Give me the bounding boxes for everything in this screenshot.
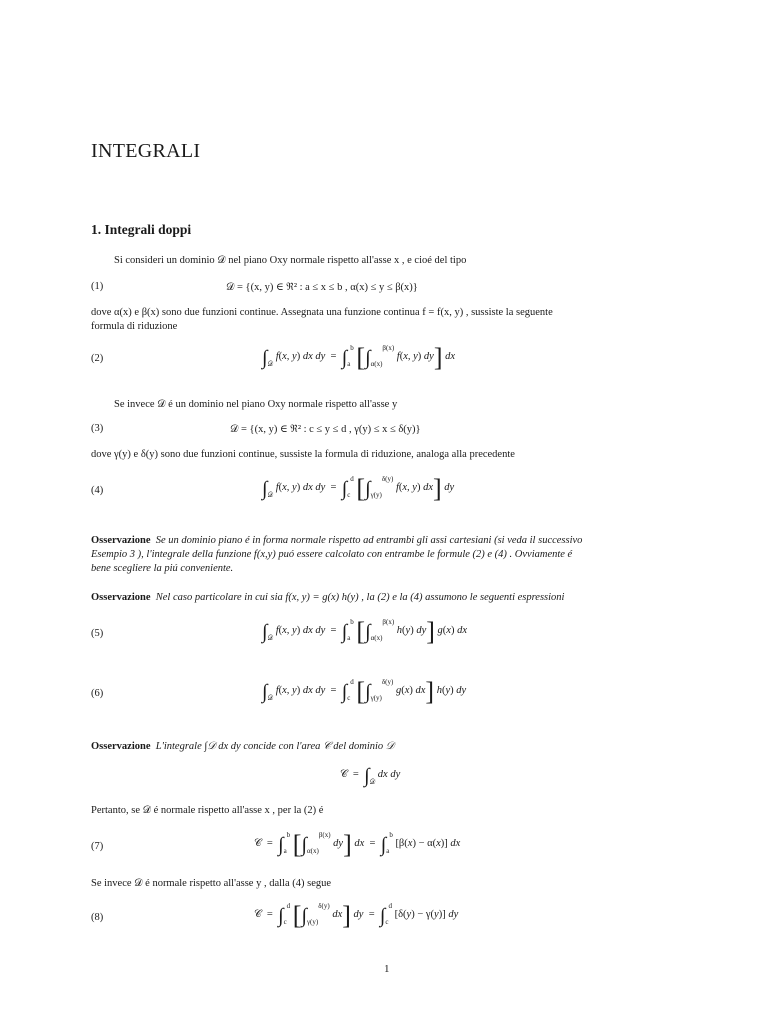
paragraph-3: Se invece 𝒟 é un dominio nel piano Oxy normale rispetto all'asse y xyxy=(114,399,398,410)
eq-number-8: (8) xyxy=(91,912,104,923)
eq-number-3: (3) xyxy=(91,423,104,434)
observation-1-line-2: Esempio 3 ), l'integrale della funzione f(x,y) puó essere calcolato con entrambe le formule (2) e (4) . Ovviamente é xyxy=(91,549,573,560)
paragraph-1: Si consideri un dominio 𝒟 nel piano Oxy normale rispetto all'asse x , e cioé del tipo xyxy=(114,255,467,266)
eq-number-4: (4) xyxy=(91,485,104,496)
observation-1-line-3: bene scegliere la piú conveniente. xyxy=(91,563,234,574)
observation-2: Osservazione Nel caso particolare in cui sia f(x, y) = g(x) h(y) , la (2) e la (4) assumono le seguenti espressioni xyxy=(91,592,565,603)
equation-3: 𝒟 = {(x, y) ∈ ℜ² : c ≤ y ≤ d , γ(y) ≤ x ≤ δ(y)} xyxy=(230,424,421,435)
equation-8: 𝒞 = $\int_c^d$ [$\int_{\gamma(y)}^{\delta(y)}$ dx] dy = $\int_c^d$ [δ(y) − γ(y)] dy xyxy=(254,901,459,930)
equation-7: 𝒞 = $\int_a^b$ [$\int_{\alpha(x)}^{\beta(x)}$ dy] dx = $\int_a^b$ [β(x) − α(x)] dx xyxy=(254,830,461,859)
eq-number-2: (2) xyxy=(91,353,104,364)
eq-number-7: (7) xyxy=(91,841,104,852)
paragraph-2-line-2: formula di riduzione xyxy=(91,321,178,332)
paragraph-4: dove γ(y) e δ(y) sono due funzioni continue, sussiste la formula di riduzione, analoga alla precedente xyxy=(91,449,515,460)
paragraph-2-line-1: dove α(x) e β(x) sono due funzioni continue. Assegnata una funzione continua f = f(x, y) , sussiste la seguente xyxy=(91,307,553,318)
observation-label: Osservazione xyxy=(91,535,151,546)
area-equation: 𝒞 = $\int_𝒟$ dx dy xyxy=(340,765,401,787)
observation-3: Osservazione L'integrale ∫𝒟 dx dy concide con l'area 𝒞 del dominio 𝒟 xyxy=(91,741,395,752)
observation-1 xyxy=(91,534,582,548)
observation-1-line-1: Se un dominio piano é in forma normale rispetto ad entrambi gli assi cartesiani (si veda il successivo xyxy=(155,535,583,546)
equation-5: $\int_𝒟$ f(x, y) dx dy = $\int_a^b$ [$\int_{\alpha(x)}^{\beta(x)}$ h(y) dy] g(x) dx xyxy=(262,617,468,646)
eq-number-6: (6) xyxy=(91,688,104,699)
section-heading: 1. Integrali doppi xyxy=(91,222,192,237)
observation-label: Osservazione xyxy=(91,741,151,752)
page-title: INTEGRALI xyxy=(91,140,201,162)
paragraph-6: Se invece 𝒟 é normale rispetto all'asse y , dalla (4) segue xyxy=(91,878,332,889)
eq-number-1: (1) xyxy=(91,281,104,292)
eq-number-5: (5) xyxy=(91,628,104,639)
equation-4: $\int_𝒟$ f(x, y) dx dy = $\int_c^d$ [$\int_{\gamma(y)}^{\delta(y)}$ f(x, y) dx] dy xyxy=(262,474,455,503)
observation-label: Osservazione xyxy=(91,592,151,603)
equation-6: $\int_𝒟$ f(x, y) dx dy = $\int_c^d$ [$\int_{\gamma(y)}^{\delta(y)}$ g(x) dx] h(y) dy xyxy=(262,677,467,706)
paragraph-5: Pertanto, se 𝒟 é normale rispetto all'asse x , per la (2) é xyxy=(91,805,324,816)
equation-1: 𝒟 = {(x, y) ∈ ℜ² : a ≤ x ≤ b , α(x) ≤ y ≤ β(x)} xyxy=(226,282,418,293)
equation-2: $\int_𝒟$ f(x, y) dx dy = $\int_a^b$ [$\int_{\alpha(x)}^{\beta(x)}$ f(x, y) dy] dx xyxy=(262,343,456,372)
page-number: 1 xyxy=(384,963,390,975)
